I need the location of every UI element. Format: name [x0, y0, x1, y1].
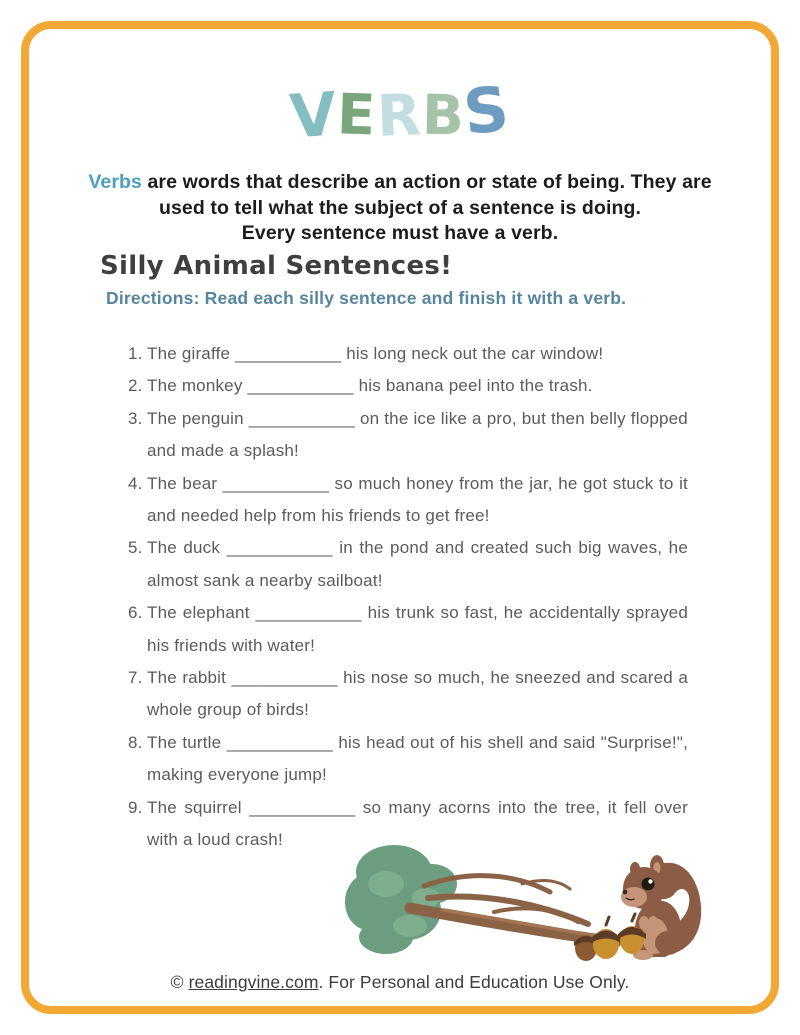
squirrel-paw	[639, 916, 649, 930]
answer-blank: ___________	[235, 344, 342, 363]
intro-accent-word: Verbs	[88, 171, 142, 193]
item-text-pre: The duck	[147, 538, 221, 558]
answer-blank: ___________	[248, 408, 355, 428]
footer-suffix: . For Personal and Education Use Only.	[318, 972, 630, 992]
item-text-pre: The elephant	[147, 603, 250, 623]
footer	[0, 972, 800, 993]
list-item	[128, 532, 688, 597]
squirrel-haunch	[655, 931, 681, 955]
intro-paragraph	[70, 170, 730, 247]
item-number: 4.	[128, 473, 143, 493]
title-letter: B	[420, 82, 466, 148]
answer-blank: ___________	[249, 797, 356, 817]
section-heading: Silly Animal Sentences!	[100, 251, 453, 281]
item-number: 3.	[128, 408, 143, 428]
item-text-post: so many acorns into the tree, it fell over with a loud crash!	[147, 797, 688, 850]
answer-blank: ___________	[226, 732, 333, 752]
item-number: 6.	[128, 603, 143, 623]
answer-blank: ___________	[226, 538, 333, 558]
item-number: 5.	[128, 538, 143, 558]
title-letter: R	[375, 82, 423, 150]
item-text-pre: The bear	[147, 473, 218, 493]
directions-text: Directions: Read each silly sentence and finish it with a verb.	[106, 288, 627, 308]
answer-blank: ___________	[247, 376, 354, 396]
title-letter: S	[460, 71, 514, 150]
item-text-post: his long neck out the car window!	[346, 344, 604, 363]
item-text-pre: The squirrel	[147, 797, 242, 817]
squirrel-nose	[623, 890, 628, 895]
item-text-pre: The turtle	[147, 732, 222, 752]
item-number: 7.	[128, 668, 143, 688]
footer-link[interactable]: readingvine.com	[188, 972, 319, 992]
title-letter: E	[336, 82, 378, 149]
answer-blank: ___________	[255, 603, 362, 623]
item-text-post: on the ice like a pro, but then belly flopped and made a splash!	[147, 408, 688, 461]
answer-blank: ___________	[231, 668, 338, 688]
copyright-symbol: ©	[170, 972, 189, 992]
item-text-post: in the pond and created such big waves, he almost sank a nearby sailboat!	[147, 538, 688, 590]
item-text-post: his nose so much, he sneezed and scared a whole group of birds!	[147, 668, 688, 720]
item-number: 9.	[128, 797, 143, 817]
item-text-post: his head out of his shell and said "Surprise!", making everyone jump!	[147, 732, 688, 785]
fallen-tree-squirrel-illustration	[344, 840, 704, 968]
item-number: 2.	[128, 376, 143, 396]
list-item	[128, 727, 688, 792]
item-text-post: so much honey from the jar, he got stuck to it and needed help from his friends to get free!	[147, 473, 688, 526]
sentence-list	[128, 338, 688, 857]
page-title	[0, 71, 800, 153]
item-text-pre: The giraffe	[147, 344, 231, 363]
list-item	[128, 662, 688, 727]
list-item	[128, 597, 688, 662]
intro-line2: used to tell what the subject of a sentence is doing.	[158, 196, 642, 219]
item-text-pre: The monkey	[147, 376, 243, 396]
title-letter: V	[287, 79, 340, 153]
item-text-pre: The rabbit	[147, 668, 227, 688]
list-item	[128, 338, 688, 370]
squirrel-eye	[642, 878, 655, 891]
list-item	[128, 468, 688, 533]
answer-blank: ___________	[222, 473, 329, 493]
item-number: 1.	[128, 344, 143, 363]
list-item	[128, 403, 688, 468]
list-item	[128, 370, 688, 402]
item-text-post: his trunk so fast, he accidentally sprayed his friends with water!	[147, 603, 688, 655]
intro-line1: are words that describe an action or state of being. They are	[141, 171, 712, 193]
item-text-pre: The penguin	[147, 408, 244, 428]
item-number: 8.	[128, 732, 143, 752]
item-text-post: his banana peel into the trash.	[358, 376, 593, 396]
squirrel-paw	[648, 916, 658, 930]
intro-line3: Every sentence must have a verb.	[241, 222, 559, 244]
